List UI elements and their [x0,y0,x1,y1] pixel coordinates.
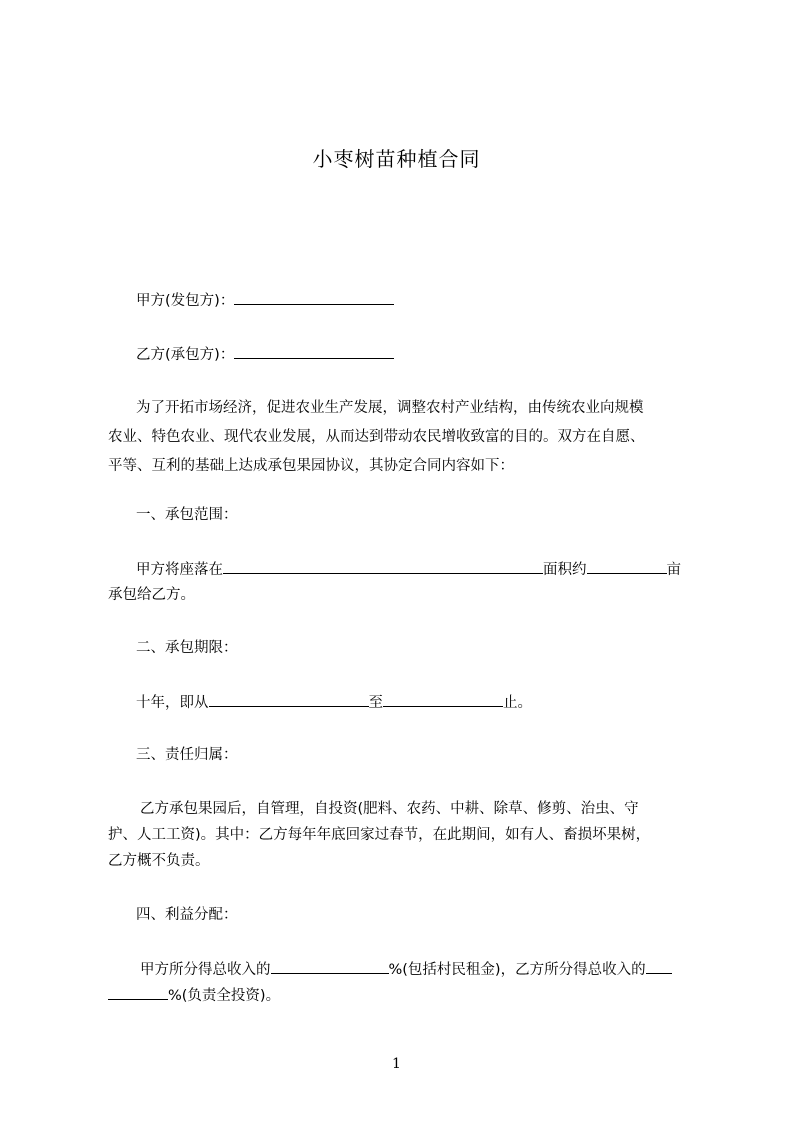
scope-line-2: 承包给乙方。 [108,587,195,603]
location-blank[interactable] [223,559,543,574]
responsibility-line-2: 护、人工工资)。其中：乙方每年年底回家过春节，在此期间，如有人、畜损坏果树， [108,827,651,843]
scope-text-before: 甲方将座落在 [136,562,223,578]
section-heading-profit: 四、利益分配： [136,907,238,923]
section-heading-responsibility: 三、责任归属： [136,747,238,763]
area-blank[interactable] [587,559,667,574]
intro-line-3: 平等、互利的基础上达成承包果园协议，其协定合同内容如下： [108,458,514,474]
profit-text-mid: %(包括村民租金)，乙方所分得总收入的 [388,962,646,978]
intro-line-2: 农业、特色农业、现代农业发展，从而达到带动农民增收致富的目的。双方在自愿、 [108,429,645,445]
term-text-before: 十年，即从 [136,695,209,711]
responsibility-line-3: 乙方概不负责。 [108,853,210,869]
party-a-line [136,290,736,311]
profit-text-end: %(负责全投资)。 [168,988,281,1004]
party-b-share-blank[interactable] [646,959,672,974]
party-b-share-blank-cont[interactable] [108,985,168,1000]
responsibility-line-1: 乙方承包果园后，自管理，自投资(肥料、农药、中耕、除草、修剪、治虫、守 [140,801,639,817]
intro-line-1: 为了开拓市场经济，促进农业生产发展，调整农村产业结构，由传统农业向规模 [136,400,644,416]
party-b-line [136,344,736,365]
term-text-to: 至 [368,695,383,711]
end-date-blank[interactable] [383,692,503,707]
scope-line-1 [136,559,736,580]
term-line [136,692,736,713]
party-a-share-blank[interactable] [271,959,389,974]
section-heading-term: 二、承包期限： [136,640,238,656]
page-number: 1 [392,1056,401,1072]
party-a-label: 甲方(发包方)： [136,293,235,309]
term-text-end: 止。 [503,695,532,711]
start-date-blank[interactable] [209,692,369,707]
scope-text-unit: 亩 [666,562,681,578]
profit-line-2 [108,985,708,1006]
page-title: 小枣树苗种植合同 [312,147,481,171]
scope-text-area: 面积约 [543,562,587,578]
party-b-blank[interactable] [234,344,394,359]
section-heading-scope: 一、承包范围： [136,507,238,523]
party-a-blank[interactable] [234,290,394,305]
profit-line-1 [140,959,740,980]
profit-text-before: 甲方所分得总收入的 [140,962,271,978]
party-b-label: 乙方(承包方)： [136,347,235,363]
